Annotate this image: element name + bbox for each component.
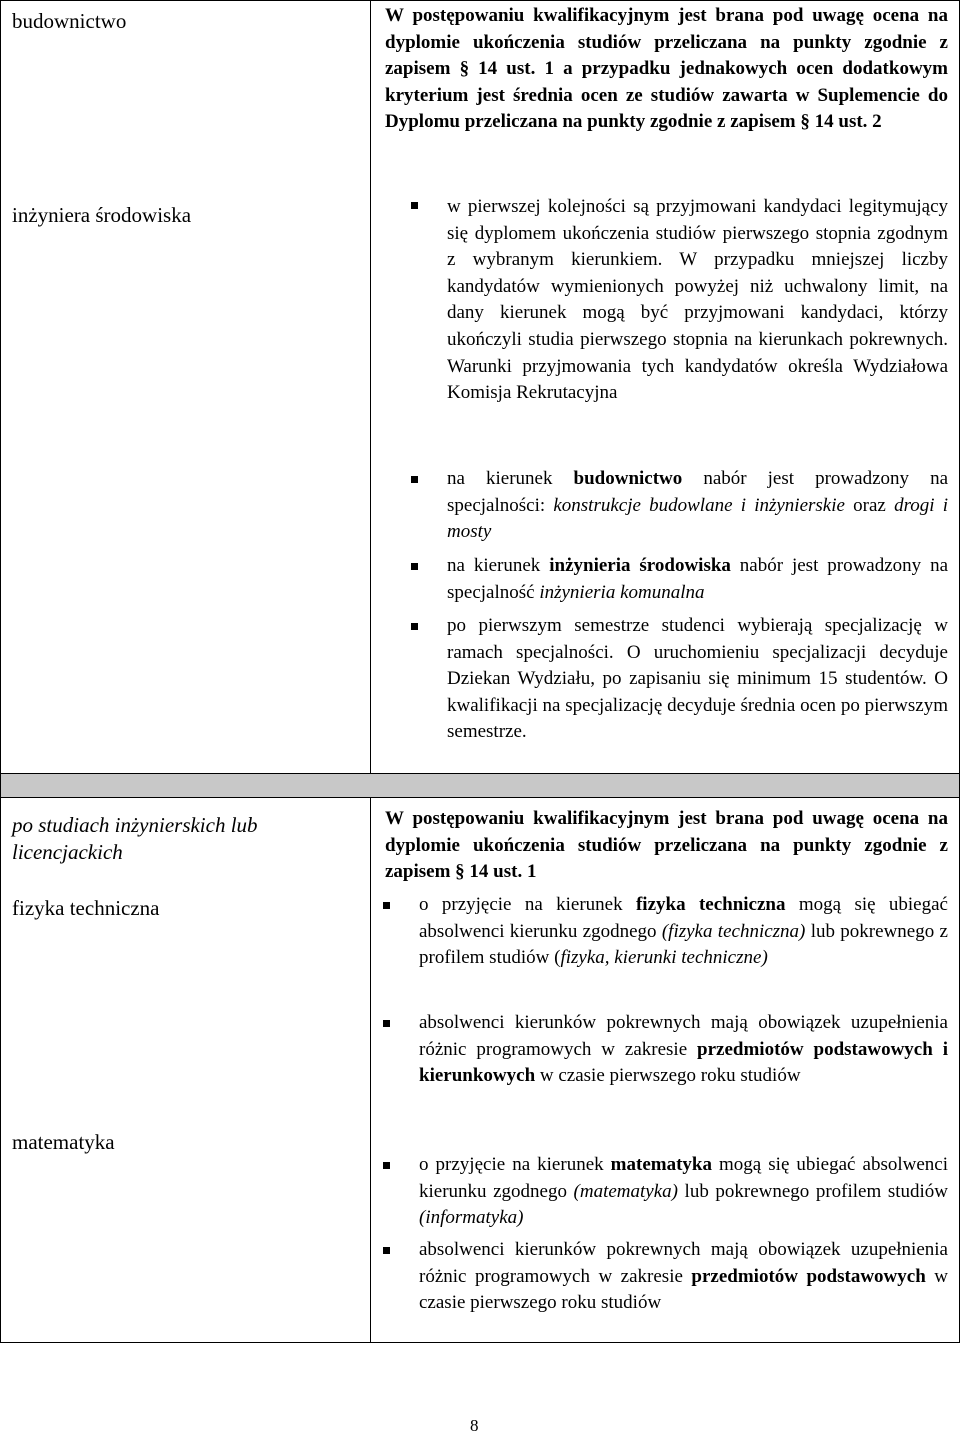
bullet-icon: [411, 202, 418, 209]
bullet-text: lub pokrewnego z profilem studiów (: [419, 920, 948, 969]
field-name: (fizyka techniczna): [661, 920, 806, 942]
separator-bottom-border: [0, 797, 960, 798]
intro-text-1: W postępowaniu kwalifikacyjnym jest brana pod uwagę ocena na dyplomie ukończenia studiów przeliczana na punkty zgodnie z zapisem: [385, 5, 948, 80]
intro-text-2: a przypadku jednakowych ocen dodatkowym kryterium jest średnia ocen ze studiów zawarta w Suplemencie do Dyplomu przeliczana na punkty zgodnie z zapisem: [385, 58, 948, 133]
section2-heading-label: po studiach inżynierskich lub licencjackich: [12, 813, 258, 864]
intro-ref-2: § 14 ust. 2: [800, 111, 882, 133]
bullet-text: na kierunek: [447, 555, 550, 576]
section1-bullet-1: w pierwszej kolejności są przyjmowani kandydaci legitymujący się dyplomem ukończenia studiów pierwszego stopnia zgodnym z wybranym kierunkiem. W przypadku mniejszej liczby kandydatów wymienionych powyżej niż uchwalony limit, na dany kierunek mogą być przyjmowani kandydaci, którzy ukończyli studia pierwszego stopnia na kierunkach pokrewnych. Warunki przyjmowania tych kandydatów określa Wydziałowa Komisja Rekrutacyjna: [447, 196, 948, 404]
section1-bullet-3: [447, 553, 948, 606]
bullet-icon: [383, 1247, 390, 1254]
program-label-matematyka: matematyka: [12, 1130, 115, 1154]
page-number: 8: [470, 1416, 479, 1435]
intro-ref-1: § 14 ust. 1: [459, 58, 554, 80]
program-label-fizyka: fizyka techniczna: [12, 896, 160, 920]
specialty-name: drogi i mosty: [447, 494, 949, 543]
table-column-divider-2: [370, 797, 371, 1343]
bullet-text: oraz: [844, 494, 895, 516]
bullet-text: na kierunek: [447, 468, 574, 489]
program-name: fizyka techniczna: [635, 894, 786, 915]
bullet-icon: [411, 563, 418, 570]
table-top-border: [0, 0, 960, 1]
bullet-text: o przyjęcie na kierunek: [419, 894, 636, 915]
bullet-icon: [383, 1162, 390, 1169]
bullet-icon: [411, 623, 418, 630]
subject-group: przedmiotów podstawowych i kierunkowych: [419, 1038, 948, 1087]
field-name: (informatyka): [419, 1207, 524, 1229]
table-column-divider-1: [370, 0, 371, 773]
program-label-budownictwo: budownictwo: [12, 9, 127, 33]
bullet-text: w czasie pierwszego roku studiów: [419, 1265, 948, 1314]
bullet-text: absolwenci kierunków pokrewnych mają obowiązek uzupełnienia różnic programowych w zakresie: [419, 1239, 948, 1287]
bullet-icon: [411, 476, 418, 483]
section2-bullet-1: [419, 892, 948, 972]
field-name: fizyka, kierunki techniczne): [560, 947, 768, 969]
separator-top-border: [0, 773, 960, 774]
program-label-inzynieria: inżyniera środowiska: [12, 203, 192, 227]
bullet-text: absolwenci kierunków pokrewnych mają obowiązek uzupełnienia różnic programowych w zakresie: [419, 1012, 948, 1060]
bullet-icon: [383, 902, 390, 909]
section2-bullet-2: [419, 1010, 948, 1090]
program-name: budownictwo: [573, 468, 683, 489]
bullet-icon: [383, 1020, 390, 1027]
bullet-text: lub pokrewnego profilem studiów: [677, 1180, 948, 1202]
specialty-name: inżynieria komunalna: [539, 581, 705, 603]
section2-bullet-3: [419, 1152, 948, 1232]
bullet-text: mogą się ubiegać absolwenci kierunku zgodnego: [419, 1154, 948, 1202]
section1-bullet-2: [447, 466, 948, 546]
specialty-name: konstrukcje budowlane i inżynierskie: [553, 494, 845, 516]
bullet-text: w czasie pierwszego roku studiów: [535, 1065, 801, 1087]
bullet-text: mogą się ubiegać absolwenci kierunku zgodnego: [419, 894, 948, 942]
subject-group: przedmiotów podstawowych: [691, 1265, 926, 1287]
bullet-text: nabór jest prowadzony na specjalności:: [447, 468, 949, 516]
bullet-text: nabór jest prowadzony na specjalność: [447, 555, 949, 603]
field-name: (matematyka): [573, 1180, 678, 1202]
bullet-text: o przyjęcie na kierunek: [419, 1154, 611, 1175]
section1-intro: [385, 3, 948, 136]
shaded-separator-row: [1, 773, 959, 797]
section2-bullet-4: [419, 1237, 948, 1317]
table-left-border: [0, 0, 1, 1343]
program-name: matematyka: [610, 1154, 712, 1175]
table-bottom-border: [0, 1342, 960, 1343]
section2-intro: W postępowaniu kwalifikacyjnym jest brana pod uwagę ocena na dyplomie ukończenia studiów przeliczana na punkty zgodnie z zapisem § 14 ust. 1: [385, 808, 948, 883]
program-name: inżynieria środowiska: [549, 555, 731, 576]
section1-bullet-4: po pierwszym semestrze studenci wybierają specjalizację w ramach specjalności. O uruchomieniu specjalizacji decyduje Dziekan Wydziału, po zapisaniu się minimum 15 studentów. O kwalifikacji na specjalizację decyduje średnia ocen po pierwszym semestrze.: [447, 615, 948, 743]
